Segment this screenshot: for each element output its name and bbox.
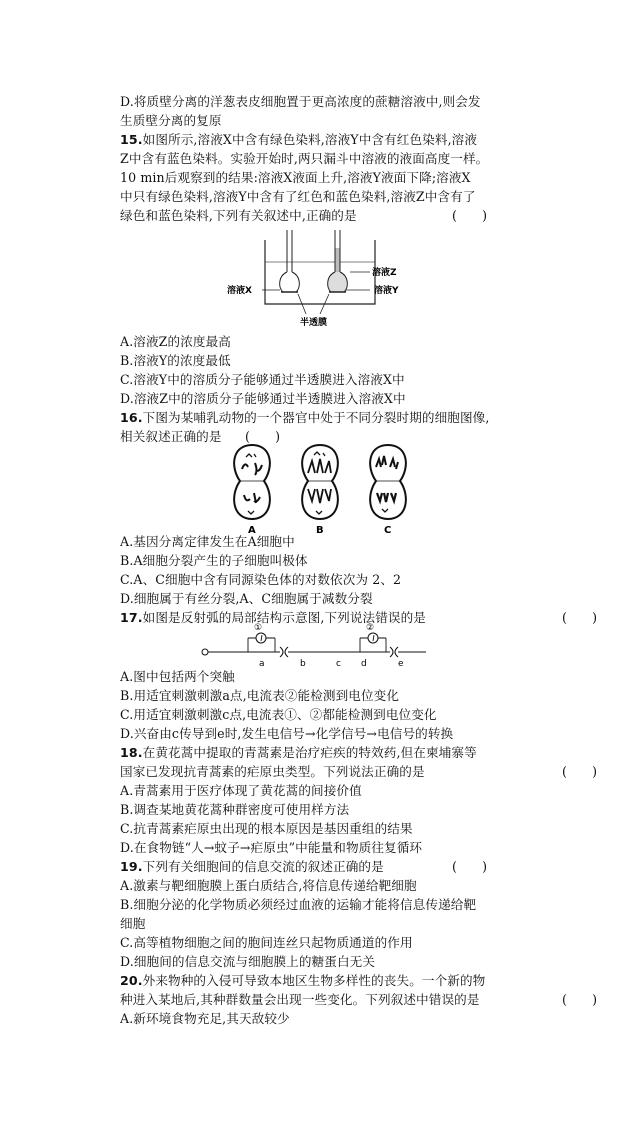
funnel-x <box>280 230 300 292</box>
q19-number: 19. <box>120 859 143 874</box>
meter-2-label: ② <box>366 623 375 633</box>
q15-option-b: B.溶液Y的浓度最低 <box>120 353 231 368</box>
cell-label-b: B <box>316 525 324 535</box>
q15-stem-line2: Z中含有蓝色染料。实验开始时,两只漏斗中溶液的液面高度一样。 <box>120 151 489 166</box>
point-a: a <box>259 659 265 669</box>
q18-option-c: C.抗青蒿素疟原虫出现的根本原因是基因重组的结果 <box>120 821 413 836</box>
q15-option-d: D.溶液Z中的溶质分子能够通过半透膜进入溶液X中 <box>120 391 406 406</box>
q17-number: 17. <box>120 610 143 625</box>
current-meter-1 <box>248 623 275 652</box>
cell-c <box>370 445 406 519</box>
funnel-y <box>328 230 348 292</box>
q18-stem-text: 在黄花蒿中提取的青蒿素是治疗疟疾的特效药,但在柬埔寨等 <box>142 745 477 760</box>
cell-b <box>302 445 338 519</box>
cell-label-a: A <box>248 525 256 535</box>
q15-stem-line5: 绿色和蓝色染料,下列有关叙述中,正确的是 <box>120 208 357 223</box>
q18-number: 18. <box>120 745 143 760</box>
q18-option-d: D.在食物链“人→蚊子→疟原虫”中能量和物质往复循环 <box>120 840 423 855</box>
osmosis-apparatus-figure <box>220 228 420 334</box>
reflex-arc-figure <box>200 622 430 670</box>
q20-number: 20. <box>120 973 143 988</box>
q20-stem-line2: 种进入某地后,其种群数量会出现一些变化。下列叙述中错误的是 <box>120 992 480 1007</box>
q18-stem-line2: 国家已发现抗青蒿素的疟原虫类型。下列说法正确的是 <box>120 764 425 779</box>
q16-answer-paren: ( ) <box>245 429 281 444</box>
q15-stem-line1 <box>120 131 477 149</box>
q16-option-b: B.A细胞分裂产生的子细胞叫极体 <box>120 553 308 568</box>
q20-option-a: A.新环境食物充足,其天敌较少 <box>120 1011 290 1026</box>
q16-number: 16. <box>120 410 143 425</box>
q15-number: 15. <box>120 132 143 147</box>
q17-option-b: B.用适宜刺激刺激a点,电流表②能检测到电位变化 <box>120 688 400 703</box>
synapse-2 <box>390 647 393 657</box>
q16-option-d: D.细胞属于有丝分裂,A、C细胞属于减数分裂 <box>120 591 373 606</box>
point-e: e <box>398 659 404 669</box>
q20-stem-line1 <box>120 972 485 990</box>
q18-stem-line1 <box>120 744 477 762</box>
label-solution-y: 溶液Y <box>374 286 399 296</box>
q16-stem-text: 下图为某哺乳动物的一个器官中处于不同分裂时期的细胞图像, <box>142 410 490 425</box>
q20-answer-paren: ( ) <box>562 992 598 1007</box>
current-meter-2 <box>360 623 386 652</box>
q15-stem-line4: 中只有绿色染料,溶液Y中含有了红色和蓝色染料,溶液Z中含有了 <box>120 189 476 204</box>
q19-answer-paren: ( ) <box>452 859 488 874</box>
point-d: d <box>361 659 367 669</box>
point-b: b <box>300 659 306 669</box>
cell-division-figure <box>220 443 420 535</box>
q19-option-b-line2: 细胞 <box>120 916 146 931</box>
q16-option-c: C.A、C细胞中含有同源染色体的对数依次为 2、2 <box>120 572 402 587</box>
q19-option-a: A.激素与靶细胞膜上蛋白质结合,将信息传递给靶细胞 <box>120 878 417 893</box>
q17-option-d: D.兴奋由c传导到e时,发生电信号→化学信号→电信号的转换 <box>120 726 454 741</box>
neuron-body <box>202 649 208 655</box>
q20-stem-text: 外来物种的入侵可导致本地区生物多样性的丧失。一个新的物 <box>142 973 486 988</box>
q14-option-d-line2: 生质壁分离的复原 <box>120 113 222 128</box>
label-membrane: 半透膜 <box>300 318 328 328</box>
q19-option-d: D.细胞间的信息交流与细胞膜上的糖蛋白无关 <box>120 954 376 969</box>
q19-option-c: C.高等植物细胞之间的胞间连丝只起物质通道的作用 <box>120 935 413 950</box>
q16-option-a: A.基因分离定律发生在A细胞中 <box>120 534 295 549</box>
q18-answer-paren: ( ) <box>562 764 598 779</box>
q19-stem-text: 下列有关细胞间的信息交流的叙述正确的是 <box>142 859 384 874</box>
q17-stem-text: 如图是反射弧的局部结构示意图,下列说法错误的是 <box>142 610 426 625</box>
q15-answer-paren: ( ) <box>452 208 488 223</box>
q17-answer-paren: ( ) <box>562 610 598 625</box>
q18-option-b: B.调查某地黄花蒿种群密度可使用样方法 <box>120 802 350 817</box>
synapse-1 <box>280 647 283 657</box>
q15-stem-text: 如图所示,溶液X中含有绿色染料,溶液Y中含有红色染料,溶液 <box>142 132 478 147</box>
cell-a <box>234 445 270 519</box>
cell-label-c: C <box>384 525 392 535</box>
label-solution-x: 溶液X <box>227 286 252 296</box>
q16-stem-line1 <box>120 409 489 427</box>
q15-stem-line3: 10 min后观察到的结果:溶液X液面上升,溶液Y液面下降;溶液X <box>120 170 471 185</box>
label-solution-z: 溶液Z <box>372 268 397 278</box>
meter-1-label: ① <box>254 623 263 633</box>
q14-option-d-line1: D.将质壁分离的洋葱表皮细胞置于更高浓度的蔗糖溶液中,则会发 <box>120 94 481 109</box>
q19-stem-line <box>120 858 384 876</box>
q15-option-c: C.溶液Y中的溶质分子能够通过半透膜进入溶液X中 <box>120 372 405 387</box>
q18-option-a: A.青蒿素用于医疗体现了黄花蒿的间接价值 <box>120 783 362 798</box>
point-c: c <box>336 659 341 669</box>
q15-option-a: A.溶液Z的浓度最高 <box>120 334 232 349</box>
q17-option-a: A.图中包括两个突触 <box>120 669 235 684</box>
q17-option-c: C.用适宜刺激刺激c点,电流表①、②都能检测到电位变化 <box>120 707 437 722</box>
q16-stem-line2: 相关叙述正确的是 <box>120 429 222 444</box>
q19-option-b-line1: B.细胞分泌的化学物质必须经过血液的运输才能将信息传递给靶 <box>120 897 477 912</box>
